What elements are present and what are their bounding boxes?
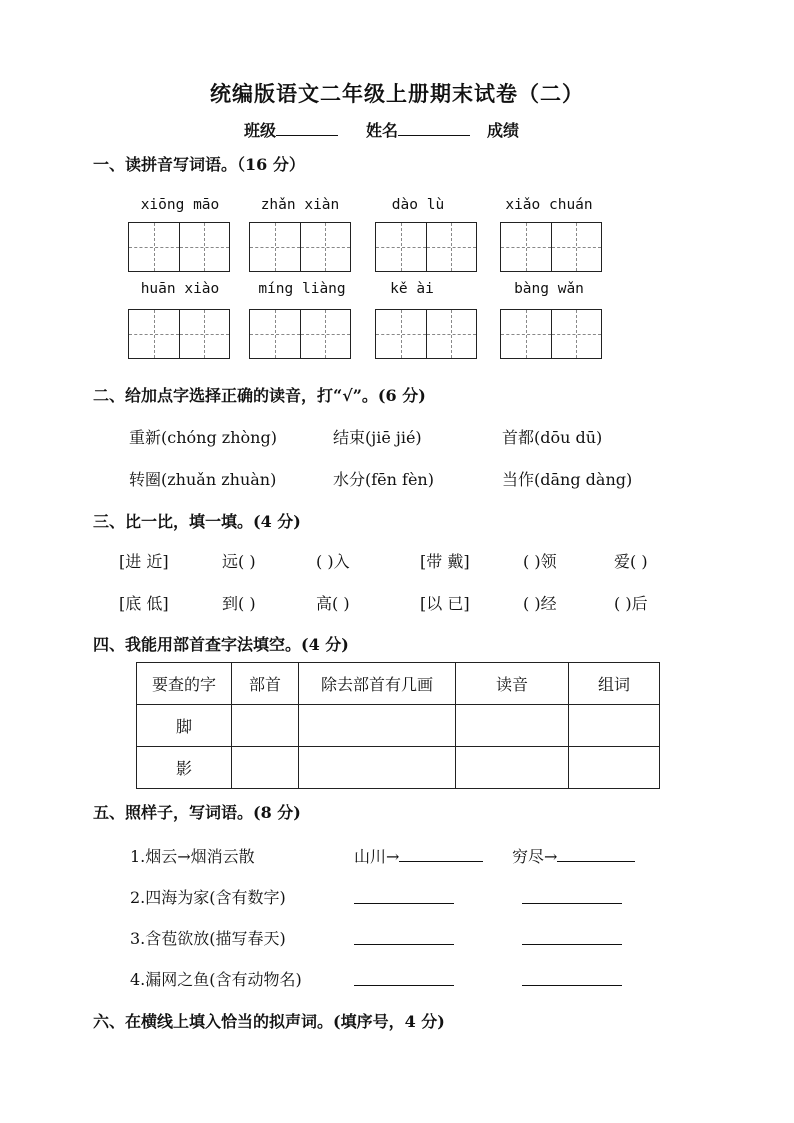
fill-blank[interactable]: 高( ) (316, 594, 350, 613)
section2-heading: 二、给加点字选择正确的读音，打“√”。(6 分) (93, 386, 426, 405)
column-header: 除去部首有几画 (299, 663, 456, 705)
fill-blank[interactable]: 远( ) (222, 552, 256, 571)
pinyin-label: zhǎn xiàn (260, 197, 340, 213)
table-header-row (137, 663, 660, 705)
answer-cell[interactable] (456, 705, 569, 747)
section1-heading: 一、读拼音写词语。（16 分） (93, 155, 305, 174)
table-row (137, 747, 660, 789)
fill-blank[interactable]: ( )入 (316, 552, 350, 571)
class-label: 班级 (244, 121, 277, 140)
answer-blank[interactable] (399, 845, 483, 862)
table-row (137, 705, 660, 747)
writing-grid[interactable] (249, 222, 351, 272)
writing-grid[interactable] (128, 222, 230, 272)
pinyin-label: bàng wǎn (514, 281, 584, 297)
answer-blank[interactable] (354, 887, 454, 904)
writing-grid[interactable] (500, 222, 602, 272)
fill-blank[interactable]: 爱( ) (614, 552, 648, 571)
answer-cell[interactable] (456, 747, 569, 789)
answer-cell[interactable] (569, 705, 660, 747)
char-group: [进 近] (119, 552, 169, 571)
section6-heading: 六、在横线上填入恰当的拟声词。(填序号，4 分) (93, 1012, 445, 1031)
question-item: 3.含苞欲放(描写春天) (130, 929, 286, 948)
lookup-char: 脚 (137, 705, 232, 747)
name-field (366, 118, 470, 141)
answer-cell[interactable] (232, 747, 299, 789)
question-item: 2.四海为家(含有数字) (130, 888, 286, 907)
score-label: 成绩 (487, 121, 520, 140)
answer-cell[interactable] (569, 747, 660, 789)
writing-grid[interactable] (375, 309, 477, 359)
class-blank[interactable] (276, 119, 338, 136)
example-item: 1.烟云→烟消云散 (130, 847, 255, 866)
class-field (244, 118, 338, 141)
section4-heading: 四、我能用部首查字法填空。(4 分) (93, 635, 349, 654)
question-item: 4.漏网之鱼(含有动物名) (130, 970, 302, 989)
reading-choice[interactable]: 结束(jiē jié) (333, 428, 422, 447)
column-header: 部首 (232, 663, 299, 705)
column-header: 组词 (569, 663, 660, 705)
reading-choice[interactable]: 重新(chóng zhòng) (129, 428, 277, 447)
answer-blank[interactable] (522, 928, 622, 945)
fill-blank[interactable]: ( )后 (614, 594, 648, 613)
lookup-char: 影 (137, 747, 232, 789)
writing-grid[interactable] (375, 222, 477, 272)
answer-item (512, 844, 635, 867)
pinyin-label: dào lù (391, 197, 445, 213)
char-group: [带 戴] (420, 552, 470, 571)
column-header: 要查的字 (137, 663, 232, 705)
section5-heading: 五、照样子，写词语。(8 分) (93, 803, 301, 822)
answer-cell[interactable] (232, 705, 299, 747)
name-blank[interactable] (398, 119, 470, 136)
pinyin-label: kě ài (390, 281, 434, 297)
answer-blank[interactable] (354, 969, 454, 986)
answer-cell[interactable] (299, 747, 456, 789)
answer-blank[interactable] (522, 887, 622, 904)
reading-choice[interactable]: 转圈(zhuǎn zhuàn) (129, 470, 277, 489)
reading-choice[interactable]: 当作(dāng dàng) (502, 470, 633, 489)
writing-grid[interactable] (128, 309, 230, 359)
fill-blank[interactable]: ( )领 (523, 552, 557, 571)
column-header: 读音 (456, 663, 569, 705)
answer-blank[interactable] (557, 845, 635, 862)
section3-heading: 三、比一比，填一填。(4 分) (93, 512, 301, 531)
pinyin-label: huān xiào (140, 281, 220, 297)
answer-blank[interactable] (522, 969, 622, 986)
radical-lookup-table (136, 662, 660, 789)
fill-blank[interactable]: 到( ) (222, 594, 256, 613)
writing-grid[interactable] (249, 309, 351, 359)
answer-blank[interactable] (354, 928, 454, 945)
writing-grid[interactable] (500, 309, 602, 359)
page-title: 统编版语文二年级上册期末试卷（二） (210, 81, 584, 106)
answer-cell[interactable] (299, 705, 456, 747)
name-label: 姓名 (366, 121, 399, 140)
pinyin-label: míng liàng (258, 281, 346, 297)
fill-blank[interactable]: ( )经 (523, 594, 557, 613)
pinyin-label: xiǎo chuán (505, 197, 593, 213)
char-group: [以 已] (420, 594, 470, 613)
char-group: [底 低] (119, 594, 169, 613)
pinyin-label: xiōng māo (140, 197, 220, 213)
answer-item (354, 844, 483, 867)
answer-prompt: 穷尽→ (512, 847, 558, 866)
reading-choice[interactable]: 水分(fēn fèn) (333, 470, 434, 489)
answer-prompt: 山川→ (354, 847, 400, 866)
reading-choice[interactable]: 首都(dōu dū) (502, 428, 603, 447)
